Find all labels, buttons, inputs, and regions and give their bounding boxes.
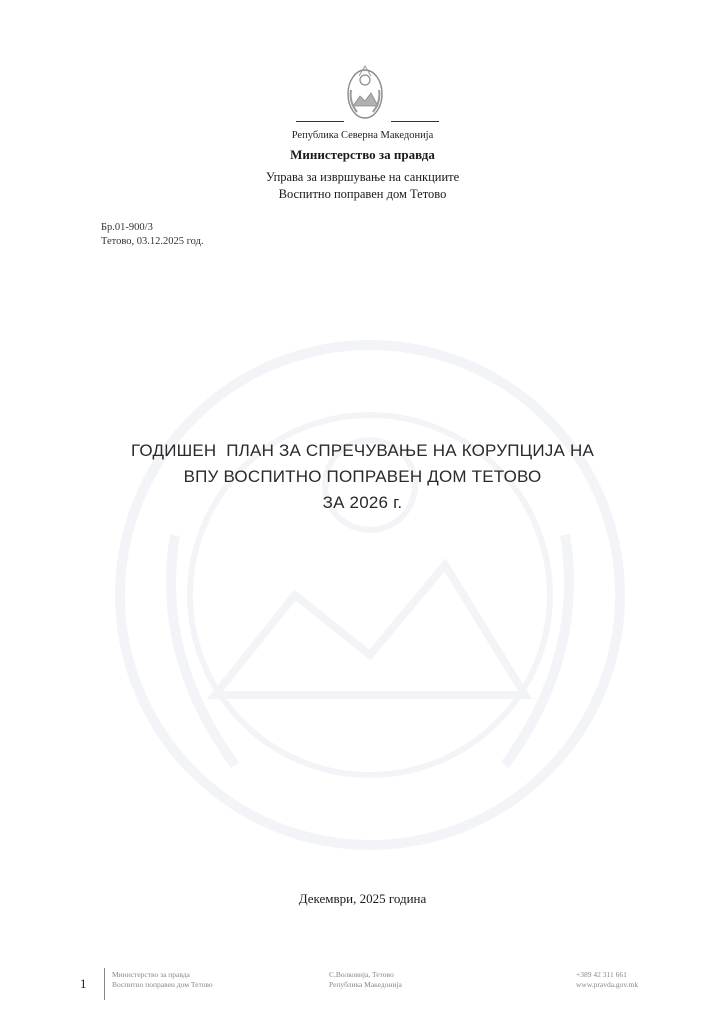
reference-number: Бр.01-900/3 (101, 222, 153, 233)
footer-institution-line-1: Министерство за правда (112, 970, 190, 979)
footer-website[interactable]: www.pravda.gov.mk (576, 980, 639, 989)
footer-address-line-2: Република Македонија (329, 980, 402, 989)
department-name (0, 169, 725, 203)
footer-address (329, 970, 402, 990)
footer-divider (104, 968, 105, 1000)
page-number: 1 (80, 976, 87, 991)
republic-name: Република Северна Македонија (291, 130, 434, 141)
coat-of-arms-icon (345, 62, 385, 122)
footer-institution (112, 970, 213, 990)
divider-left (296, 121, 344, 122)
divider-right (391, 121, 439, 122)
title-line-1: ГОДИШЕН ПЛАН ЗА СПРЕЧУВАЊЕ НА КОРУПЦИЈА НА (130, 441, 594, 460)
page-footer (0, 968, 725, 1008)
coat-of-arms-watermark-icon (95, 335, 645, 855)
ministry-name: Министерство за правда (290, 147, 435, 162)
title-line-2: ВПУ ВОСПИТНО ПОПРАВЕН ДОМ ТЕТОВО (183, 467, 542, 486)
document-reference (101, 221, 204, 249)
place-date: Тетово, 03.12.2025 год. (101, 236, 204, 247)
department-line-1: Управа за извршување на санкциите (265, 170, 460, 184)
letterhead (0, 62, 725, 203)
footer-contact (576, 970, 638, 990)
department-line-2: Воспитно поправен дом Тетово (278, 187, 447, 201)
footer-address-line-1: С.Волковија, Тетово (329, 970, 394, 979)
document-title (0, 438, 725, 516)
footer-institution-line-2: Воспитно поправен дом Тетово (112, 980, 213, 989)
issue-date: Декември, 2025 година (298, 891, 427, 906)
title-line-3: ЗА 2026 г. (322, 493, 403, 512)
footer-phone: +389 42 311 661 (576, 970, 627, 979)
